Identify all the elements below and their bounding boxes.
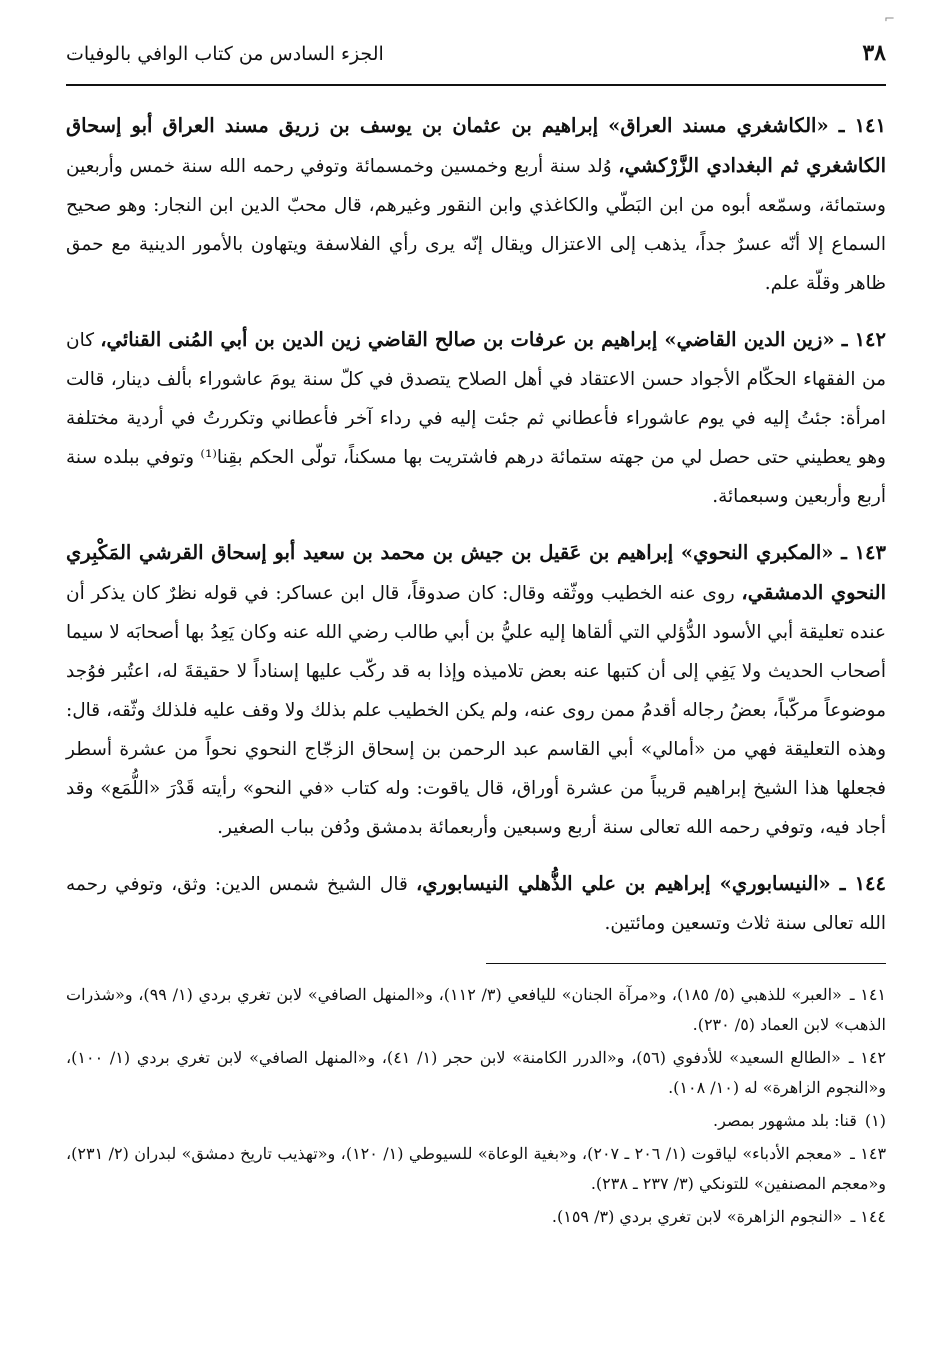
- main-text: [66, 106, 886, 943]
- entry-heading: ١٤٤ ـ «النيسابوري» إبراهيم بن علي الذُّهلي النيسابوري،: [416, 872, 886, 895]
- running-header: [66, 40, 886, 86]
- footnote-number: ١٤٣ ـ: [850, 1144, 887, 1163]
- biography-entry-144: [66, 864, 886, 943]
- footnote-number: (١): [864, 1111, 886, 1130]
- footnote-144: [66, 1202, 886, 1232]
- footnote-text: «معجم الأدباء» لياقوت (١/ ٢٠٦ ـ ٢٠٧)، و«بغية الوعاة» للسيوطي (١/ ١٢٠)، و«تهذيب تاريخ دمشق» لبدران (٢/ ٢٣١)، و«معجم المصنفين» للتونكي (٣/ ٢٣٧ ـ ٢٣٨).: [66, 1144, 886, 1193]
- entry-heading: ١٤٢ ـ «زين الدين القاضي» إبراهيم بن عرفات بن صالح القاضي زين الدين بن أبي المُنى القنائي،: [100, 328, 886, 351]
- book-page: [66, 40, 886, 1235]
- page-number: ٣٨: [862, 40, 886, 66]
- footnote-141: [66, 980, 886, 1040]
- footnote-1: [66, 1106, 886, 1136]
- footnote-number: ١٤٤ ـ: [850, 1207, 886, 1226]
- footnote-divider: [486, 963, 886, 964]
- footnote-number: ١٤٢ ـ: [848, 1048, 887, 1067]
- entry-body: روى عنه الخطيب ووثّقه وقال: كان صدوقاً، قال ابن عساكر: في قوله نظرٌ كان يذكر أن عنده تعليقة أبي الأسود الدُّؤلي التي ألقاها إليه عليُّ بن أبي طالب رضي الله عنه وكان يَعِدُ بها أصحابَه لا سيما أصحاب الحديث ولا يَفِي إلى أن كتبها عنه بعض تلاميذه وإذا به قد ركّب عليها إسناداً لا حقيقةَ له، اعتُبر فوُجد موضوعاً مركّباً، بعضُ رجاله أقدمُ ممن روى عنه، ولم يكن الخطيب علم بذلك ولا وقف عليه فلذلك وثّقه، قال: وهذه التعليقة فهي من «أمالي» أبي القاسم عبد الرحمن بن إسحاق الزجّاج النحوي نحواً من عشرة أسطر فجعلها هذا الشيخ إبراهيم قريباً من عشرة أوراق، قال ياقوت: وله كتاب «في النحو» رأيته قَدْرَ «اللُّمَع» وقد أجاد فيه، وتوفي رحمه الله تعالى سنة أربع وسبعين وأربعمائة بدمشق ودُفن بباب الصغير.: [66, 583, 886, 838]
- footnote-143: [66, 1139, 886, 1199]
- footnote-text: قنا: بلد مشهور بمصر.: [713, 1111, 857, 1130]
- footnotes: [66, 980, 886, 1232]
- corner-mark: ⌐: [884, 12, 895, 27]
- biography-entry-142: [66, 320, 886, 516]
- footnote-text: «النجوم الزاهرة» لابن تغري بردي (٣/ ١٥٩).: [551, 1207, 843, 1226]
- running-title: الجزء السادس من كتاب الوافي بالوفيات: [66, 43, 384, 65]
- footnote-142: [66, 1043, 886, 1103]
- entry-body: كان من الفقهاء الحكّام الأجواد حسن الاعتقاد في أهل الصلاح يتصدق في كلّ سنة يومَ عاشوراء بألف دينار، قالت امرأة: جئتُ إليه في يوم عاشوراء فأعطاني ثم جئت إليه في رداء آخر فأعطاني وتكررتُ في أردية مختلفة وهو يعطيني حتى حصل لي من جهته ستمائة درهم فاشتريت بها مسكناً، تولّى الحكم بقِنا⁽¹⁾ وتوفي ببلده سنة أربع وأربعين وسبعمائة.: [66, 330, 886, 507]
- footnote-text: «العبر» للذهبي (٥/ ١٨٥)، و«مرآة الجنان» لليافعي (٣/ ١١٢)، و«المنهل الصافي» لابن تغري بردي (١/ ٩٩)، و«شذرات الذهب» لابن العماد (٥/ ٢٣٠).: [66, 985, 886, 1034]
- entry-body: قال الشيخ شمس الدين: وثق، وتوفي رحمه الله تعالى سنة ثلاث وتسعين ومائتين.: [66, 874, 886, 934]
- footnote-number: ١٤١ ـ: [849, 985, 887, 1004]
- biography-entry-143: [66, 533, 886, 847]
- entry-heading: ١٤١ ـ «الكاشغري مسند العراق» إبراهيم بن عثمان بن يوسف بن زريق مسند العراق أبو إسحاق الكاشغري ثم البغدادي الزَّرْكشي،: [66, 114, 886, 177]
- entry-heading: ١٤٣ ـ «المكبري النحوي» إبراهيم بن عَقيل بن جيش بن محمد بن سعيد أبو إسحاق القرشي المَكْبِري النحوي الدمشقي،: [66, 541, 887, 604]
- biography-entry-141: [66, 106, 886, 303]
- entry-body: وُلد سنة أربع وخمسين وخمسمائة وتوفي رحمه الله سنة خمس وأربعين وستمائة، وسمّعه أبوه من ابن البَطّي والكاغذي وابن النقور وغيرهم، قال محبّ الدين ابن النجار: وهو صحيح السماع إلا أنّه عسرٌ جداً، يذهب إلى الاعتزال ويقال إنّه يرى رأي الفلاسفة ويتهاون بالأمور الدينية مع حمق ظاهر وقلّة علم.: [66, 156, 886, 294]
- footnote-text: «الطالع السعيد» للأدفوي (٥٦)، و«الدرر الكامنة» لابن حجر (١/ ٤١)، و«المنهل الصافي» لابن تغري بردي (١/ ١٠٠)، و«النجوم الزاهرة» له (١٠/ ١٠٨).: [66, 1048, 886, 1097]
